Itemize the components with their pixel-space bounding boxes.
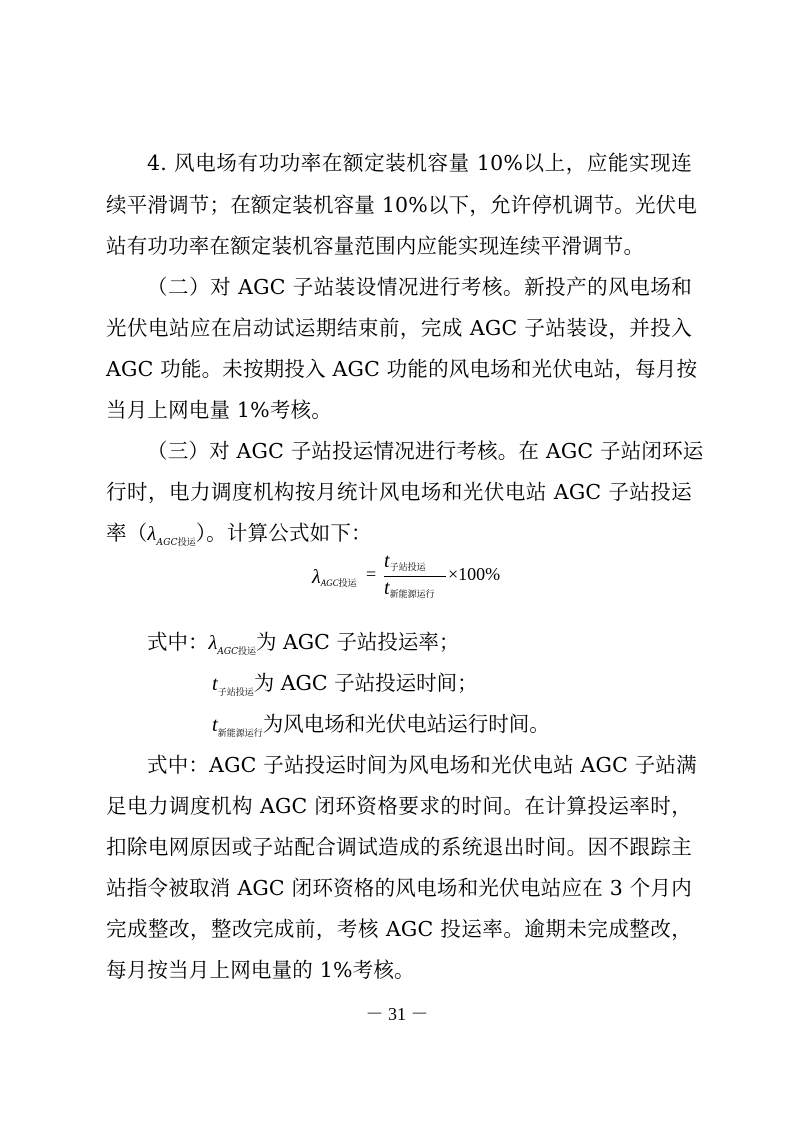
paragraph-3-prefix: 率（	[106, 521, 148, 545]
formula-equals: =	[366, 564, 377, 584]
paragraph-3-suffix: ）。计算公式如下：	[195, 521, 372, 545]
formula-numerator-subscript: 子站投运	[389, 563, 426, 573]
definition-lead: 式中：	[147, 630, 209, 654]
formula-lhs-subscript-agc: AGC	[320, 578, 339, 588]
formula	[312, 550, 512, 604]
lambda-subscript-agc: AGC	[156, 538, 178, 548]
definition-t-substation-subscript: 子站投运	[217, 688, 254, 698]
formula-numerator	[384, 550, 426, 573]
paragraph-4-line-2: 续平滑调节；在额定装机容量 10%以下，允许停机调节。光伏电	[106, 193, 698, 217]
paragraph-5-line-1: 式中：AGC 子站投运时间为风电场和光伏电站 AGC 子站满	[147, 753, 697, 777]
definition-lambda-text: 为 AGC 子站投运率；	[255, 630, 460, 654]
paragraph-2-line-1: （二）对 AGC 子站装设情况进行考核。新投产的风电场和	[147, 275, 692, 299]
paragraph-5-line-5: 完成整改，整改完成前，考核 AGC 投运率。逾期未完成整改，	[106, 917, 692, 941]
lambda-subscript-cn: 投运	[177, 538, 196, 548]
paragraph-4-line-1: 4. 风电场有功功率在额定装机容量 10%以上，应能实现连	[147, 151, 692, 175]
formula-denominator-symbol: t	[384, 577, 390, 599]
formula-lhs-symbol: λ	[312, 566, 321, 588]
paragraph-2-line-2: 光伏电站应在启动试运期结束前，完成 AGC 子站装设，并投入	[106, 316, 692, 340]
paragraph-3-line-2: 行时，电力调度机构按月统计风电场和光伏电站 AGC 子站投运	[106, 480, 692, 504]
definition-lambda-subscript-cn: 投运	[237, 647, 256, 657]
paragraph-4-line-3: 站有功功率在额定装机容量范围内应能实现连续平滑调节。	[106, 234, 645, 258]
formula-numerator-symbol: t	[384, 550, 390, 572]
paragraph-5-line-6: 每月按当月上网电量的 1%考核。	[106, 958, 415, 982]
definition-t-newenergy-text: 为风电场和光伏电站运行时间。	[262, 712, 550, 736]
definition-t-substation	[212, 669, 478, 707]
definition-t-newenergy	[212, 710, 550, 748]
paragraph-3-line-3	[106, 519, 692, 547]
paragraph-2-line-4: 当月上网电量 1%考核。	[106, 398, 332, 422]
formula-lhs-subscript-cn: 投运	[338, 579, 357, 589]
definition-t-substation-symbol: t	[212, 673, 218, 695]
formula-lhs	[312, 566, 357, 589]
paragraph-2-line-3: AGC 功能。未按期投入 AGC 功能的风电场和光伏电站，每月按	[106, 357, 698, 381]
definition-t-substation-text: 为 AGC 子站投运时间；	[253, 671, 478, 695]
definition-t-newenergy-subscript: 新能源运行	[217, 729, 263, 739]
paragraph-5-line-4: 站指令被取消 AGC 闭环资格的风电场和光伏电站应在 3 个月内	[106, 876, 692, 900]
paragraph-5-line-3: 扣除电网原因或子站配合调试造成的系统退出时间。因不跟踪主	[106, 835, 692, 859]
lambda-symbol: λ	[147, 523, 157, 545]
definition-lambda-subscript-agc: AGC	[217, 647, 238, 657]
paragraph-5-line-2: 足电力调度机构 AGC 闭环资格要求的时间。在计算投运率时，	[106, 794, 692, 818]
formula-denominator-subscript: 新能源运行	[389, 590, 435, 600]
formula-denominator	[384, 577, 435, 600]
definition-lambda-symbol: λ	[208, 632, 218, 654]
page-number: － 31 －	[365, 1004, 429, 1024]
definition-t-newenergy-symbol: t	[212, 714, 218, 736]
definition-lambda	[147, 628, 459, 666]
paragraph-3-line-1: （三）对 AGC 子站投运情况进行考核。在 AGC 子站闭环运	[147, 439, 704, 463]
formula-times-100-percent: ×100%	[448, 564, 501, 584]
